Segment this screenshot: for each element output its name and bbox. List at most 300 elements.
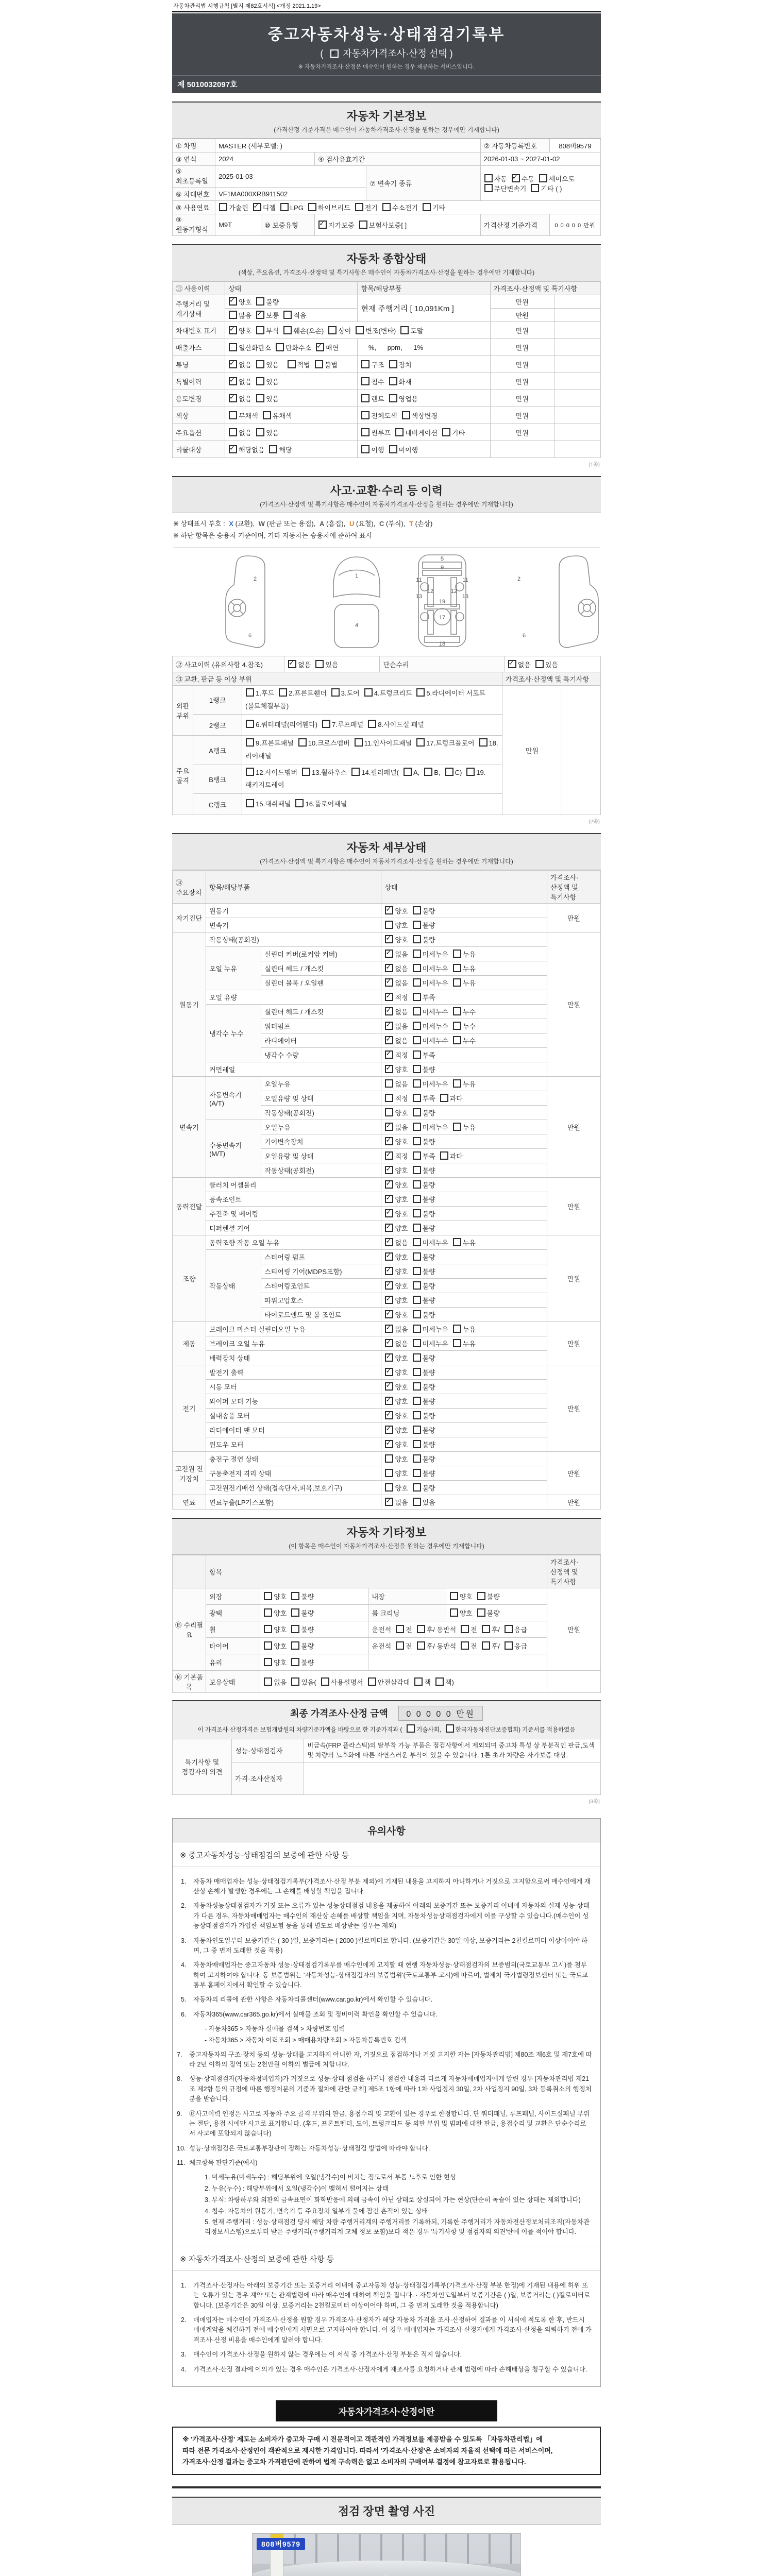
checkbox[interactable]	[413, 1339, 421, 1347]
final-price-band	[172, 1700, 601, 1739]
checkbox[interactable]	[453, 1238, 461, 1246]
state-options	[381, 1351, 547, 1365]
checkbox[interactable]	[264, 1641, 272, 1650]
checkbox[interactable]	[413, 1454, 421, 1463]
checkbox[interactable]	[535, 660, 544, 668]
checkbox[interactable]	[413, 1483, 421, 1492]
svg-text:2: 2	[253, 576, 257, 582]
checkbox[interactable]	[382, 203, 391, 211]
notice-item: 7. 중고자동차의 구조·장치 등의 성능·상태를 고지하지 아니한 자, 거짓으로 점검하거나 거짓 고지한 자는 [자동차관리법] 제80조 제6호 및 제7호에 따라 2년 이하의 징역 또는 2천만원 이하의 벌금에 처합니다.	[177, 2050, 592, 2068]
checkbox[interactable]	[413, 1296, 421, 1304]
checkbox[interactable]	[359, 221, 367, 229]
table-row	[173, 1638, 601, 1654]
checkbox[interactable]	[385, 935, 393, 943]
checkbox[interactable]	[389, 445, 397, 453]
checkbox[interactable]	[229, 326, 237, 334]
checkbox[interactable]	[279, 688, 287, 697]
checkbox-label: 누수	[462, 1037, 476, 1045]
checkbox[interactable]	[385, 1267, 393, 1275]
checkbox[interactable]	[385, 1108, 393, 1116]
checkbox[interactable]	[413, 1368, 421, 1376]
notice-sub-item: 5. 현재 주행거리 : 성능·상태점검 당시 해당 차량 주행거리계의 주행거리를 기록하되, 기록한 주행거리가 자동차전산정보처리조직(자동차관리정보시스템)으로부터 받은 주행거리(주행거리계 교체 정보 포함)보다 적은 경우 '특기사항 및 점검자의 의견'란에 이를 적어야 합니다.	[205, 2218, 590, 2236]
checkbox[interactable]	[385, 1310, 393, 1318]
checkbox[interactable]	[479, 738, 488, 747]
checkbox[interactable]	[322, 720, 330, 728]
checkbox[interactable]	[446, 1724, 454, 1733]
state-options	[381, 1380, 547, 1394]
checkbox[interactable]	[477, 1608, 485, 1617]
checkbox[interactable]	[413, 950, 421, 958]
checkbox[interactable]	[308, 203, 316, 211]
state-options	[225, 373, 358, 390]
etc-item-label: 휠	[206, 1621, 260, 1638]
table-row	[173, 871, 601, 904]
checkbox[interactable]	[414, 1677, 423, 1686]
checkbox[interactable]	[404, 768, 412, 776]
checkbox[interactable]	[413, 1325, 421, 1333]
checkbox[interactable]	[385, 1065, 393, 1073]
checkbox[interactable]	[253, 203, 261, 211]
checkbox[interactable]	[291, 1658, 299, 1666]
checkbox[interactable]	[368, 720, 376, 728]
checkbox[interactable]	[385, 921, 393, 929]
checkbox[interactable]	[355, 738, 363, 747]
checkbox-label: 불량	[422, 1383, 435, 1392]
checkbox-label: 누수	[462, 1008, 476, 1016]
checkbox[interactable]	[413, 1267, 421, 1275]
checkbox[interactable]	[385, 1036, 393, 1044]
checkbox-label: 침수	[371, 378, 384, 386]
checkbox-label: 불량	[422, 907, 435, 916]
checkbox[interactable]	[395, 428, 404, 436]
checkbox[interactable]	[531, 184, 539, 192]
checkbox[interactable]	[385, 1022, 393, 1030]
checkbox[interactable]	[402, 411, 410, 419]
accident-history-table	[172, 656, 601, 672]
checkbox[interactable]	[264, 1677, 272, 1686]
checkbox-label: 기술사회,	[416, 1727, 441, 1734]
checkbox[interactable]	[361, 377, 369, 385]
checkbox[interactable]	[413, 1123, 421, 1131]
checkbox[interactable]	[453, 1123, 461, 1131]
checkbox[interactable]	[229, 377, 237, 385]
checkbox[interactable]	[385, 1195, 393, 1203]
checkbox[interactable]	[505, 1625, 513, 1633]
notice-sub-item: 1. 미세누유(미세누수) : 해당부위에 오일(냉각수)이 비치는 정도로서 부품 노후로 인한 현상	[205, 2174, 456, 2181]
checkbox[interactable]	[385, 906, 393, 914]
checkbox[interactable]	[413, 1440, 421, 1448]
svg-text:6: 6	[248, 633, 252, 639]
checkbox[interactable]	[413, 1469, 421, 1477]
checkbox-label: 양호	[395, 1196, 408, 1204]
checkbox[interactable]	[351, 768, 360, 776]
checkbox[interactable]	[385, 1050, 393, 1059]
checkbox[interactable]	[413, 1353, 421, 1362]
checkbox[interactable]	[453, 1036, 461, 1044]
price-cell: 만원	[547, 933, 600, 1077]
price-appraisal-checkbox[interactable]	[330, 49, 339, 58]
checkbox[interactable]	[484, 174, 493, 182]
checkbox[interactable]	[413, 1281, 421, 1290]
checkbox-label: 양호	[395, 907, 408, 916]
checkbox[interactable]	[321, 1677, 329, 1686]
state-options	[381, 1120, 547, 1134]
checkbox[interactable]	[440, 1151, 448, 1160]
checkbox[interactable]	[385, 1382, 393, 1391]
checkbox[interactable]	[256, 311, 264, 319]
checkbox[interactable]	[385, 1426, 393, 1434]
checkbox[interactable]	[288, 660, 296, 668]
etc-item-extra: 운전석 전 후/ 동반석 전 후/ 응급	[368, 1638, 547, 1654]
checkbox[interactable]	[453, 1007, 461, 1015]
checkbox[interactable]	[413, 1108, 421, 1116]
checkbox[interactable]	[417, 1641, 425, 1650]
section-basic-info-header: 자동차 기본정보 (가격산정 기준가격은 매수인이 자동차가격조사·산정을 원하는 경우에만 기재합니다)	[172, 101, 601, 139]
checkbox[interactable]	[385, 978, 393, 987]
checkbox[interactable]	[256, 360, 264, 368]
checkbox[interactable]	[385, 1498, 393, 1506]
checkbox[interactable]	[385, 1353, 393, 1362]
checkbox[interactable]	[413, 1151, 421, 1160]
checkbox[interactable]	[413, 1195, 421, 1203]
checkbox[interactable]	[413, 1498, 421, 1506]
checkbox[interactable]	[229, 311, 237, 319]
table-row	[173, 686, 601, 715]
checkbox[interactable]	[385, 1166, 393, 1174]
checkbox[interactable]	[291, 1608, 299, 1617]
checkbox[interactable]	[256, 297, 264, 306]
checkbox[interactable]	[246, 768, 254, 776]
item-label: 라디에이터 팬 모터	[206, 1423, 381, 1437]
checkbox[interactable]	[331, 688, 340, 697]
checkbox[interactable]	[453, 978, 461, 987]
checkbox[interactable]	[440, 1094, 448, 1102]
checkbox[interactable]	[416, 738, 425, 747]
checkbox[interactable]	[264, 1658, 272, 1666]
checkbox[interactable]	[256, 326, 264, 334]
checkbox[interactable]	[442, 428, 450, 436]
checkbox[interactable]	[453, 1022, 461, 1030]
checkbox[interactable]	[298, 738, 307, 747]
checkbox[interactable]	[453, 1339, 461, 1347]
checkbox[interactable]	[413, 1238, 421, 1246]
checkbox-label: 9.프론트패널	[256, 739, 294, 748]
checkbox-label: 양호	[459, 1593, 473, 1601]
checkbox[interactable]	[385, 1238, 393, 1246]
checkbox[interactable]	[484, 184, 493, 192]
checkbox[interactable]	[413, 1166, 421, 1174]
checkbox-label: 7.루프패널	[332, 721, 364, 729]
checkbox[interactable]	[385, 1094, 393, 1102]
checkbox[interactable]	[417, 1625, 425, 1633]
checkbox[interactable]	[385, 950, 393, 958]
checkbox[interactable]	[413, 1079, 421, 1088]
panel-group-label: 주요골격	[173, 736, 193, 815]
checkbox[interactable]	[229, 428, 237, 436]
checkbox[interactable]	[288, 360, 296, 368]
checkbox[interactable]	[413, 1050, 421, 1059]
checkbox-label: 양호	[395, 1311, 408, 1319]
checkbox[interactable]	[389, 377, 397, 385]
checkbox[interactable]	[256, 428, 264, 436]
checkbox-label: 부족	[422, 994, 435, 1002]
checkbox[interactable]	[385, 1224, 393, 1232]
checkbox[interactable]	[385, 1339, 393, 1347]
checkbox[interactable]	[385, 1411, 393, 1419]
checkbox[interactable]	[385, 1252, 393, 1261]
checkbox[interactable]	[400, 326, 409, 334]
checkbox[interactable]	[413, 1397, 421, 1405]
checkbox[interactable]	[482, 1641, 490, 1650]
history-row-label: 튜닝	[173, 356, 225, 373]
checkbox-label: 불법	[324, 361, 338, 369]
accident-history-label: ⑫ 사고이력 (유의사항 4.참조)	[173, 656, 284, 672]
checkbox[interactable]	[407, 1724, 415, 1733]
checkbox[interactable]	[445, 768, 453, 776]
checkbox-label: 없음	[239, 361, 252, 369]
checkbox[interactable]	[361, 445, 369, 453]
checkbox-label: 17.트렁크플로어	[426, 739, 475, 748]
checkbox[interactable]	[256, 394, 264, 402]
checkbox[interactable]	[396, 1641, 404, 1650]
checkbox[interactable]	[385, 1151, 393, 1160]
checkbox[interactable]	[385, 1123, 393, 1131]
checkbox[interactable]	[364, 688, 373, 697]
checkbox[interactable]	[413, 1224, 421, 1232]
checkbox-label: 없음	[239, 378, 252, 386]
checkbox[interactable]	[291, 1592, 299, 1600]
table-row	[173, 1250, 601, 1264]
checkbox-label: 있음	[301, 1678, 314, 1686]
checkbox[interactable]	[263, 411, 271, 419]
panel-group-label: 외판부위	[173, 686, 193, 736]
table-row	[173, 1120, 601, 1134]
checkbox[interactable]	[453, 1079, 461, 1088]
checkbox[interactable]	[505, 1641, 513, 1650]
checkbox-label: 5.라디에이터 서포트(볼트체결부품)	[245, 689, 486, 710]
checkbox-label: 양호	[395, 1398, 408, 1406]
checkbox-label: 없음	[298, 660, 311, 669]
checkbox[interactable]	[413, 1036, 421, 1044]
checkbox-label: 렌트	[371, 395, 384, 403]
notes-cell	[554, 441, 600, 458]
checkbox[interactable]	[385, 964, 393, 972]
checkbox-label: 과다	[449, 1095, 463, 1103]
checkbox[interactable]	[246, 720, 254, 728]
checkbox[interactable]	[539, 174, 547, 182]
state-options	[225, 309, 358, 322]
checkbox[interactable]	[385, 1137, 393, 1145]
checkbox[interactable]	[355, 203, 363, 211]
checkbox[interactable]	[229, 343, 237, 351]
checkbox-label: 없음	[395, 1080, 408, 1089]
checkbox-label: 잭	[424, 1678, 431, 1686]
checkbox[interactable]	[385, 1454, 393, 1463]
checkbox[interactable]	[385, 1209, 393, 1217]
checkbox[interactable]	[229, 411, 237, 419]
checkbox[interactable]	[424, 768, 432, 776]
checkbox[interactable]	[385, 1397, 393, 1405]
checkbox[interactable]	[276, 343, 284, 351]
checkbox[interactable]	[229, 394, 237, 402]
etc-item-label: 유리	[206, 1654, 260, 1671]
checkbox[interactable]	[461, 1641, 469, 1650]
checkbox[interactable]	[413, 978, 421, 987]
item-label: 실린더 커버(로커암 커버)	[261, 947, 381, 961]
checkbox[interactable]	[368, 1677, 376, 1686]
checkbox-label: 양호	[395, 1225, 408, 1233]
item-cell	[358, 373, 490, 390]
checkbox[interactable]	[453, 950, 461, 958]
checkbox[interactable]	[413, 1007, 421, 1015]
checkbox[interactable]	[246, 688, 254, 697]
sub-group-label: 냉각수 누수	[206, 1005, 261, 1062]
price-cell: 만원	[490, 390, 554, 407]
checkbox[interactable]	[283, 311, 292, 319]
checkbox-label: 양호	[395, 1484, 408, 1493]
checkbox[interactable]	[361, 411, 369, 419]
checkbox[interactable]	[482, 1625, 490, 1633]
checkbox-label: 부족	[422, 1153, 435, 1161]
checkbox[interactable]	[385, 1469, 393, 1477]
checkbox[interactable]	[508, 660, 516, 668]
checkbox[interactable]	[385, 1079, 393, 1088]
checkbox[interactable]	[361, 428, 369, 436]
checkbox[interactable]	[396, 1625, 404, 1633]
checkbox[interactable]	[413, 964, 421, 972]
checkbox[interactable]	[477, 1592, 485, 1600]
checkbox[interactable]	[413, 1022, 421, 1030]
checkbox[interactable]	[413, 1065, 421, 1073]
checkbox[interactable]	[229, 297, 237, 306]
checkbox[interactable]	[413, 1094, 421, 1102]
checkbox[interactable]	[435, 1677, 444, 1686]
simple-repair-label: 단순수리	[380, 656, 504, 672]
col-item: 항목	[206, 1555, 547, 1588]
state-options	[381, 1409, 547, 1423]
checkbox[interactable]	[385, 1368, 393, 1376]
device-label: 변속기	[173, 1077, 206, 1178]
checkbox[interactable]	[246, 799, 254, 807]
checkbox[interactable]	[361, 394, 369, 402]
checkbox[interactable]	[318, 221, 327, 229]
checkbox-label: 기타	[451, 429, 465, 437]
checkbox[interactable]	[413, 921, 421, 929]
checkbox[interactable]	[385, 1440, 393, 1448]
checkbox[interactable]	[413, 1426, 421, 1434]
state-options	[381, 1235, 547, 1250]
checkbox-label: 양호	[395, 1138, 408, 1146]
exchange-header: ⑬ 교환, 판금 등 이상 부위	[173, 672, 502, 686]
price-cell: 만원	[490, 295, 554, 309]
checkbox[interactable]	[385, 1281, 393, 1290]
checkbox[interactable]	[229, 445, 237, 453]
etc-item-options	[260, 1638, 368, 1654]
checkbox[interactable]	[385, 1296, 393, 1304]
checkbox[interactable]	[385, 1325, 393, 1333]
checkbox[interactable]	[413, 993, 421, 1001]
checkbox[interactable]	[219, 203, 227, 211]
checkbox[interactable]	[361, 360, 369, 368]
checkbox[interactable]	[229, 360, 237, 368]
checkbox[interactable]	[413, 935, 421, 943]
checkbox-label: 양호	[395, 1427, 408, 1435]
item-label: 브레이크 오일 누유	[206, 1336, 381, 1351]
document-number: 제 5010032097호	[172, 75, 601, 93]
checkbox[interactable]	[246, 738, 254, 747]
warranty-label: ⑩ 보증유형	[261, 214, 315, 236]
checkbox[interactable]	[328, 326, 337, 334]
checkbox[interactable]	[280, 203, 289, 211]
checkbox[interactable]	[413, 1137, 421, 1145]
checkbox[interactable]	[356, 326, 364, 334]
checkbox[interactable]	[466, 768, 475, 776]
etc-item-label: 광택	[206, 1605, 260, 1621]
checkbox-label: 이행	[371, 446, 384, 454]
checkbox[interactable]	[385, 1007, 393, 1015]
checkbox[interactable]	[512, 174, 520, 182]
checkbox[interactable]	[385, 1483, 393, 1492]
checkbox[interactable]	[291, 1625, 299, 1633]
final-price-label: 최종 가격조사·산정 금액	[290, 1708, 388, 1719]
checkbox[interactable]	[416, 688, 425, 697]
rank-items	[242, 794, 502, 815]
checkbox[interactable]	[389, 394, 397, 402]
checkbox[interactable]	[264, 1592, 272, 1600]
checkbox[interactable]	[461, 1625, 469, 1633]
checkbox[interactable]	[423, 203, 431, 211]
checkbox[interactable]	[295, 799, 304, 807]
price-cell: 만원	[547, 1365, 600, 1452]
checkbox[interactable]	[291, 1641, 299, 1650]
checkbox[interactable]	[264, 1625, 272, 1633]
checkbox[interactable]	[413, 1209, 421, 1217]
checkbox[interactable]	[413, 1180, 421, 1189]
checkbox[interactable]	[385, 1180, 393, 1189]
checkbox[interactable]	[385, 993, 393, 1001]
price-cell: 만원	[490, 339, 554, 356]
checkbox-label: 양호	[395, 1282, 408, 1291]
checkbox[interactable]	[264, 1608, 272, 1617]
checkbox[interactable]	[413, 1382, 421, 1391]
checkbox[interactable]	[413, 1310, 421, 1318]
svg-text:6: 6	[522, 633, 526, 639]
checkbox[interactable]	[453, 964, 461, 972]
checkbox[interactable]	[302, 768, 310, 776]
state-options	[381, 1495, 547, 1510]
checkbox[interactable]	[413, 1252, 421, 1261]
checkbox[interactable]	[450, 1608, 458, 1617]
item-label: 연료누출(LP가스포함)	[206, 1495, 381, 1510]
notes-cell	[562, 686, 600, 815]
checkbox-label: 있음	[266, 429, 279, 437]
checkbox[interactable]	[316, 343, 324, 351]
checkbox[interactable]	[269, 445, 277, 453]
checkbox[interactable]	[315, 360, 323, 368]
table-row	[173, 441, 601, 458]
checkbox[interactable]	[450, 1592, 458, 1600]
checkbox[interactable]	[283, 326, 292, 334]
checkbox[interactable]	[413, 906, 421, 914]
checkbox[interactable]	[453, 1325, 461, 1333]
checkbox[interactable]	[413, 1411, 421, 1419]
table-row	[173, 947, 601, 961]
checkbox[interactable]	[256, 377, 264, 385]
checkbox-label: 전	[406, 1626, 412, 1634]
checkbox[interactable]	[389, 360, 397, 368]
checkbox[interactable]	[291, 1677, 299, 1686]
checkbox[interactable]	[315, 660, 324, 668]
